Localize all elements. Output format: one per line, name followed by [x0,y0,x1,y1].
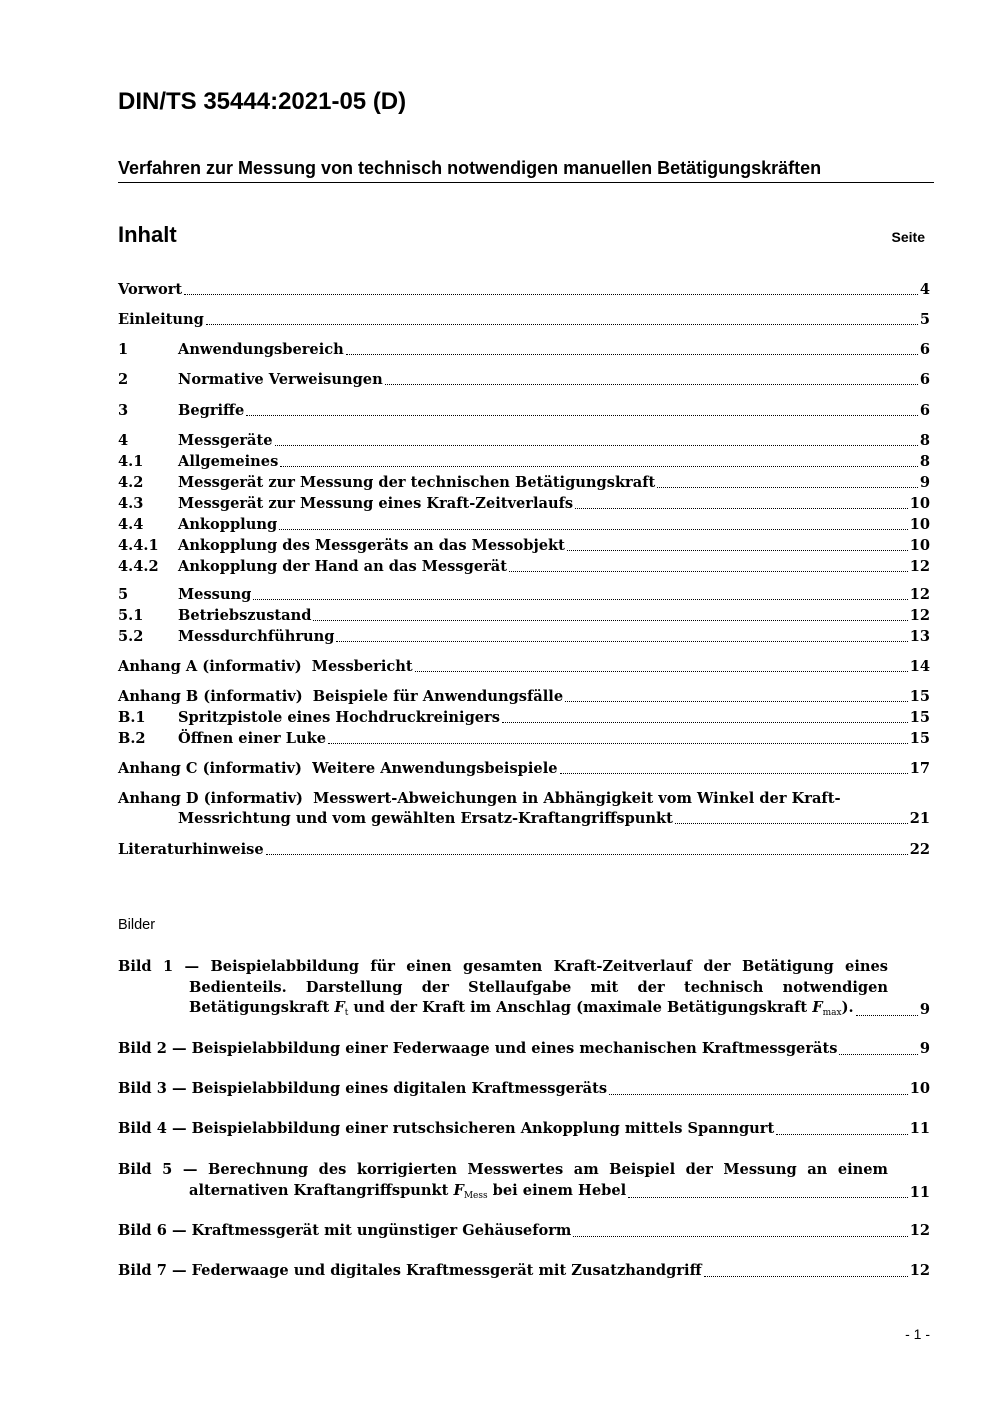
figure-page: 11 [909,1183,930,1201]
figure-page: 11 [909,1120,930,1137]
toc-title: Messung [178,586,252,603]
toc-page: 8 [919,453,930,470]
toc-entry[interactable] [118,729,930,749]
figure-title-line: Betätigungskraft $F_t$ und der Kraft im Anschlag (maximale Betätigungskraft $F_{max}$). [189,999,854,1018]
figure-title: Bild 4 — Beispielabbildung einer rutschsicheren Ankopplung mittels Spanngurt [118,1120,775,1137]
toc-entry[interactable] [118,606,930,626]
figure-title: Bild 6 — Kraftmessgerät mit ungünstiger Gehäuseform [118,1222,572,1239]
toc-number: 1 [118,341,129,358]
toc-number: 3 [118,402,129,419]
toc-title: Spritzpistole eines Hochdruckreinigers [178,709,500,726]
toc-page: 13 [909,628,930,645]
figure-entry[interactable] [118,1039,930,1060]
toc-entry[interactable] [118,310,930,330]
toc-entry[interactable] [118,452,930,472]
toc-page: 21 [909,810,930,827]
toc-page: 6 [919,402,930,419]
toc-entry[interactable] [118,557,930,577]
figure-entry[interactable] [118,1221,930,1242]
toc-title-continued: Messrichtung und vom gewählten Ersatz-Kraftangriffspunkt [178,810,673,827]
toc-number: B.1 [118,709,146,726]
figure-page: 9 [919,1040,930,1057]
figure-page: 10 [909,1080,930,1097]
figure-title-line: Bild 1 — Beispielabbildung für einen gesamten Kraft-Zeitverlauf der Betätigung eines [118,958,888,975]
toc-entry[interactable] [118,280,930,300]
toc-title: Anwendungsbereich [178,341,344,358]
figure-entry[interactable] [118,1160,930,1203]
figure-page: 12 [909,1262,930,1279]
toc-title: Ankopplung [178,516,278,533]
figure-entry[interactable] [118,957,930,1021]
toc-number: 4.4.1 [118,537,159,554]
toc-page: 9 [919,474,930,491]
toc-title: Ankopplung des Messgeräts an das Messobjekt [178,537,565,554]
toc-entry[interactable] [118,789,930,829]
toc-title: Anhang D (informativ) Messwert-Abweichungen in Abhängigkeit vom Winkel der Kraft- [118,790,841,807]
toc-page: 6 [919,371,930,388]
toc-page: 15 [909,709,930,726]
figure-title: Bild 2 — Beispielabbildung einer Federwaage und eines mechanischen Kraftmessgeräts [118,1040,838,1057]
figure-page: 12 [909,1222,930,1239]
toc-title: Normative Verweisungen [178,371,383,388]
toc-entry[interactable] [118,585,930,605]
toc-title: Literaturhinweise [118,841,264,858]
document-id: DIN/TS 35444:2021-05 (D) [118,88,407,115]
figure-entry[interactable] [118,1079,930,1100]
toc-title: Vorwort [118,281,183,298]
toc-entry[interactable] [118,708,930,728]
toc-title: Ankopplung der Hand an das Messgerät [178,558,507,575]
toc-title: Begriffe [178,402,245,419]
toc-entry[interactable] [118,515,930,535]
toc-entry[interactable] [118,536,930,556]
toc-page: 8 [919,432,930,449]
toc-title: Messgeräte [178,432,273,449]
toc-number: 5.2 [118,628,144,645]
toc-title: Öffnen einer Luke [178,730,327,747]
figure-entry[interactable] [118,1119,930,1140]
figure-title: Bild 3 — Beispielabbildung eines digitalen Kraftmessgeräts [118,1080,608,1097]
toc-page: 4 [919,281,930,298]
toc-page: 5 [919,311,930,328]
toc-number: 5.1 [118,607,144,624]
toc-page: 10 [909,516,930,533]
toc-page: 15 [909,730,930,747]
toc-title: Messgerät zur Messung der technischen Betätigungskraft [178,474,656,491]
figure-title-line: alternativen Kraftangriffspunkt $F_{Mess}$ bei einem Hebel [189,1181,627,1201]
toc-entry[interactable] [118,473,930,493]
toc-entry[interactable] [118,370,930,390]
toc-page: 12 [909,558,930,575]
toc-number: 4 [118,432,129,449]
toc-page: 10 [909,495,930,512]
toc-title: Anhang C (informativ) Weitere Anwendungsbeispiele [118,760,558,777]
toc-page: 17 [909,760,930,777]
figures-heading: Bilder [118,917,156,933]
toc-entry[interactable] [118,627,930,647]
toc-entry[interactable] [118,759,930,779]
toc-page: 12 [909,586,930,603]
page-number: - 1 - [905,1326,930,1342]
document-subtitle: Verfahren zur Messung von technisch notwendigen manuellen Betätigungskräften [118,158,934,183]
toc-number: B.2 [118,730,146,747]
toc-page: 12 [909,607,930,624]
figure-title: Bild 7 — Federwaage und digitales Kraftmessgerät mit Zusatzhandgriff [118,1262,702,1279]
toc-heading: Inhalt [118,222,177,247]
toc-entry[interactable] [118,657,930,677]
toc-page: 6 [919,341,930,358]
page-column-label: Seite [891,229,925,245]
toc-title: Anhang B (informativ) Beispiele für Anwendungsfälle [118,688,564,705]
toc-page: 10 [909,537,930,554]
toc-page: 22 [909,841,930,858]
toc-entry[interactable] [118,687,930,707]
toc-title: Einleitung [118,311,204,328]
toc-entry[interactable] [118,840,930,860]
toc-title: Messdurchführung [178,628,335,645]
toc-number: 5 [118,586,129,603]
toc-title: Allgemeines [178,453,279,470]
toc-title: Messgerät zur Messung eines Kraft-Zeitverlaufs [178,495,574,512]
toc-number: 4.4.2 [118,558,159,575]
toc-number: 4.4 [118,516,144,533]
figure-entry[interactable] [118,1261,930,1282]
toc-page: 14 [909,658,930,675]
toc-number: 4.3 [118,495,144,512]
toc-number: 4.2 [118,474,144,491]
toc-block [118,280,930,300]
toc-number: 4.1 [118,453,144,470]
toc-entry[interactable] [118,494,930,514]
figure-title-line: Bedienteils. Darstellung der Stellaufgabe mit der technisch notwendigen [189,978,888,996]
toc-title: Betriebszustand [178,607,312,624]
toc-entry[interactable] [118,401,930,421]
toc-number: 2 [118,371,129,388]
toc-page: 15 [909,688,930,705]
figure-title-line: Bild 5 — Berechnung des korrigierten Messwertes am Beispiel der Messung an einem [118,1161,888,1178]
toc-entry[interactable] [118,431,930,451]
toc-entry[interactable] [118,340,930,360]
figure-page: 9 [919,1001,930,1018]
toc-title: Anhang A (informativ) Messbericht [118,658,413,675]
